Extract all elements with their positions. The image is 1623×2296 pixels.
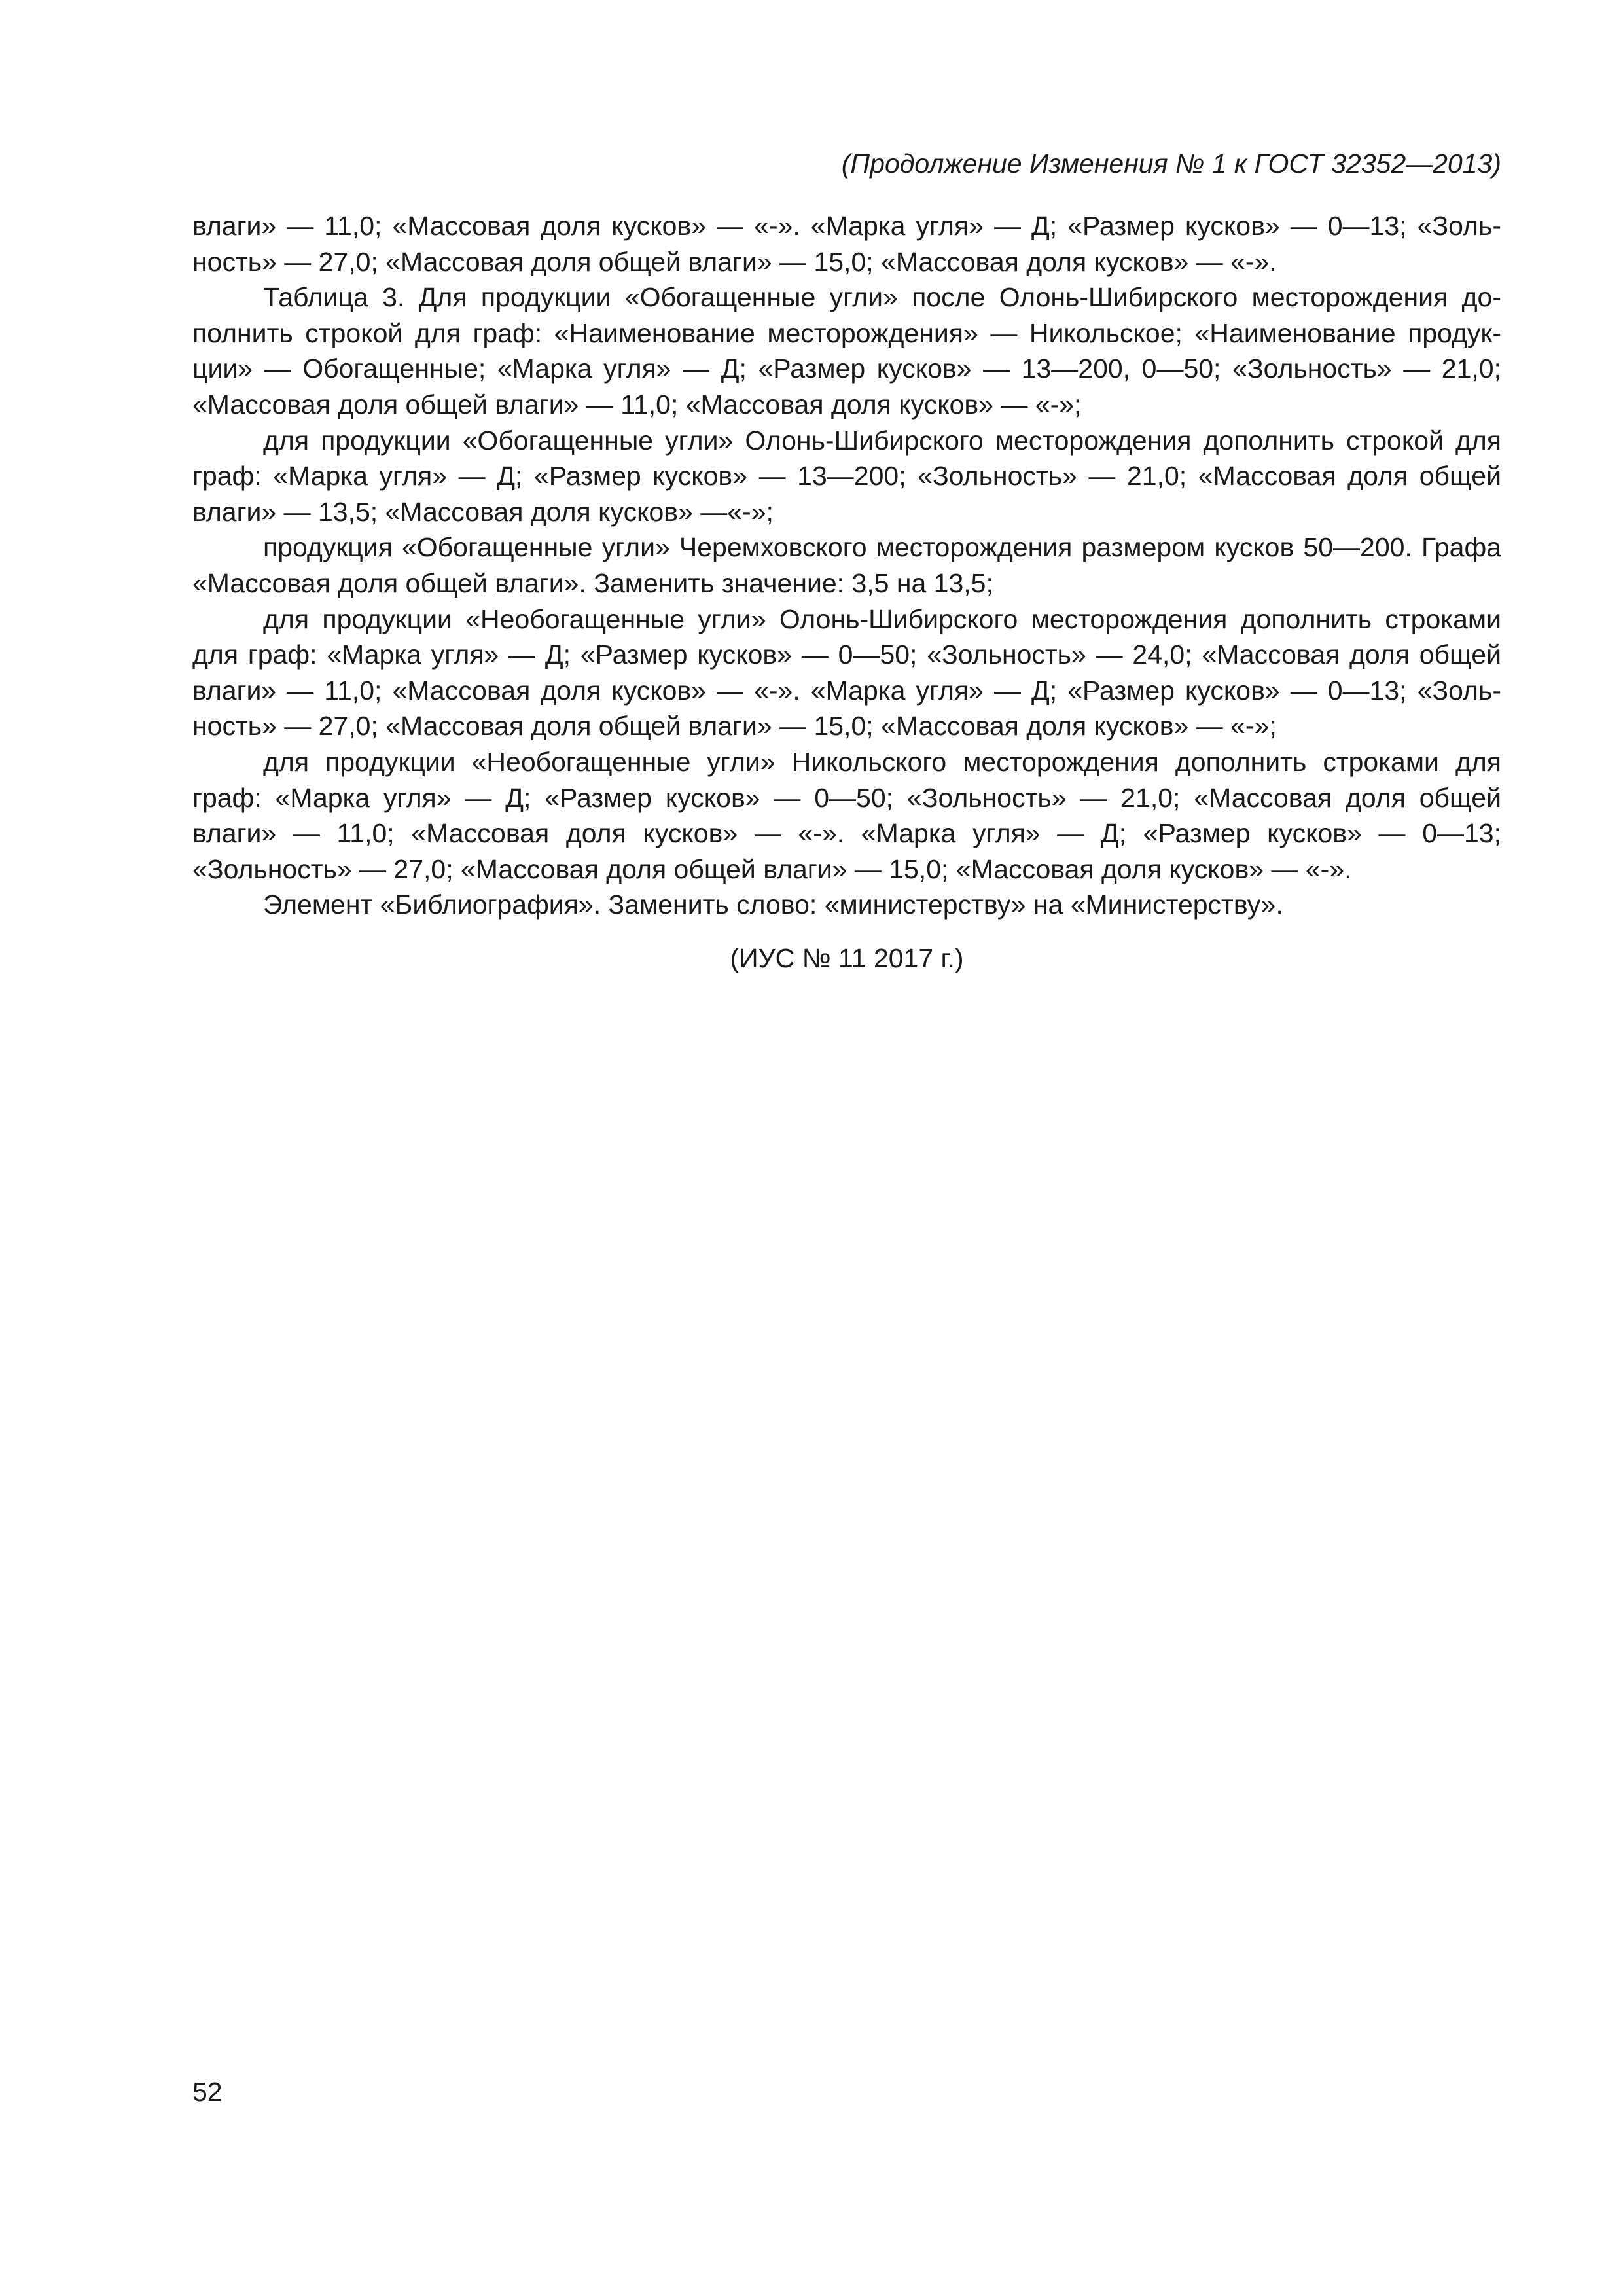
paragraph-bibliography: Элемент «Библиография». Заменить слово: «министерству» на «Министерству».: [263, 889, 1283, 920]
page-number: 52: [192, 2077, 223, 2107]
paragraph-nikolsky-unenriched: для продукции «Необогащенные угли» Никольского месторождения дополнить строками для граф: «Марка угля» — Д; «Размер кусков» — 0—50; «Зольность» — 21,0; «Массовая доля общей влаги» — 11,0; «Массовая доля кусков» — «-». «Марка угля» — Д; «Размер кусков» — 0—13; «Зольность» — 27,0; «Массовая доля общей влаги» — 15,0; «Массовая доля кусков» — «-».: [192, 746, 1501, 884]
paragraph-cheremkhovsky: продукция «Обогащенные угли» Черемховского месторождения размером кусков 50—200. Графа «Массовая доля общей влаги». Заменить значение: 3,5 на 13,5;: [192, 532, 1501, 598]
paragraph-continuation: влаги» — 11,0; «Массовая доля кусков» — «-». «Марка угля» — Д; «Размер кусков» — 0—13; «Зольность» — 27,0; «Массовая доля общей влаги» — 15,0; «Массовая доля кусков» — «-».: [192, 211, 1501, 277]
paragraph-table-3: Таблица 3. Для продукции «Обогащенные угли» после Олонь-Шибирского месторождения дополнить строкой для граф: «Наименование месторождения» — Никольское; «Наименование продукции» — Обогащенные; «Марка угля» — Д; «Размер кусков» — 13—200, 0—50; «Зольность» — 21,0; «Массовая доля общей влаги» — 11,0; «Массовая доля кусков» — «-»;: [192, 282, 1501, 420]
amendment-text: [192, 208, 1501, 923]
paragraph-olon-shibirsky-enriched: для продукции «Обогащенные угли» Олонь-Шибирского месторождения дополнить строкой для граф: «Марка угля» — Д; «Размер кусков» — 13—200; «Зольность» — 21,0; «Массовая доля общей влаги» — 13,5; «Массовая доля кусков» —«-»;: [192, 425, 1501, 527]
running-header: (Продолжение Изменения № 1 к ГОСТ 32352—2013): [841, 149, 1501, 179]
ius-citation: (ИУС № 11 2017 г.): [730, 943, 964, 973]
paragraph-olon-shibirsky-unenriched: для продукции «Необогащенные угли» Олонь-Шибирского месторождения дополнить строками для граф: «Марка угля» — Д; «Размер кусков» — 0—50; «Зольность» — 24,0; «Массовая доля общей влаги» — 11,0; «Массовая доля кусков» — «-». «Марка угля» — Д; «Размер кусков» — 0—13; «Зольность» — 27,0; «Массовая доля общей влаги» — 15,0; «Массовая доля кусков» — «-»;: [192, 603, 1501, 742]
